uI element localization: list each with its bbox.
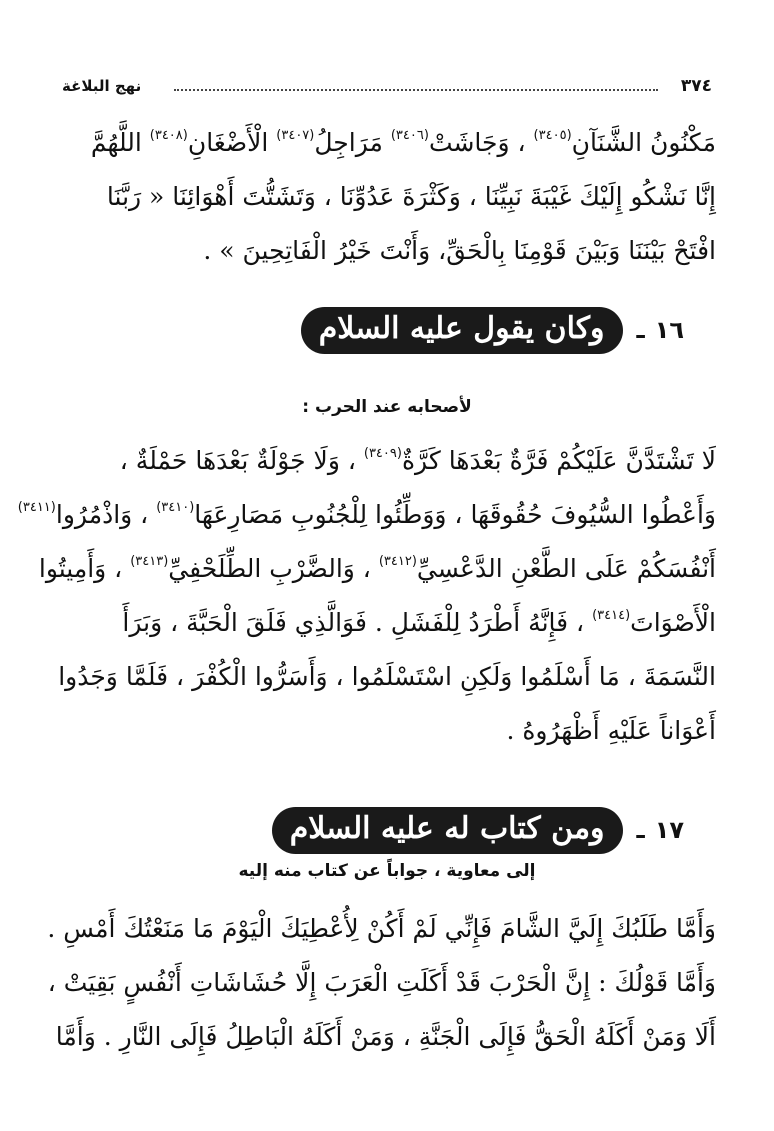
- footnote-marker[interactable]: (٣٤١١): [17, 500, 56, 515]
- text-line: [55, 1010, 716, 1064]
- text-run: ، وَجَاشَتْ: [428, 128, 534, 157]
- text-line: [58, 704, 716, 758]
- text-run: النَّسَمَةَ ، مَا أَسْلَمُوا وَلَكِنِ اسْتَسْلَمُوا ، وَأَسَرُّوا الْكُفْرَ ، فَلَمَّا وَجَدُوا: [58, 662, 716, 691]
- section-16-subtitle: لأصحابه عند الحرب :: [302, 397, 472, 417]
- footnote-marker[interactable]: (٣٤١٢): [378, 554, 417, 569]
- text-line: [58, 596, 716, 650]
- text-run: وَأَمَّا قَوْلُكَ : إِنَّ الْحَرْبَ قَدْ أَكَلَتِ الْعَرَبَ إِلَّا حُشَاشَاتِ أَنْفُسٍ بَقِيَتْ ،: [47, 968, 716, 997]
- text-run: الْأَصْوَاتَ: [630, 608, 716, 637]
- text-run: ، وَأَمِيتُوا: [38, 554, 131, 583]
- section-title: وكان يقول عليه السلام: [303, 309, 621, 352]
- text-run: مَرَاجِلُ: [314, 128, 391, 157]
- text-run: أَلَا وَمَنْ أَكَلَهُ الْحَقُّ فَإِلَى الْجَنَّةِ ، وَمَنْ أَكَلَهُ الْبَاطِلُ فَإِلَى النَّارِ . وَأَمَّا: [55, 1022, 716, 1051]
- text-run: لَا تَشْتَدَّنَّ عَلَيْكُمْ فَرَّةٌ بَعْدَهَا كَرَّةٌ: [401, 446, 716, 475]
- text-run: ، وَاذْمُرُوا: [55, 500, 157, 529]
- section-number: ١٧: [654, 816, 684, 844]
- section-dash: ـ: [636, 316, 645, 344]
- section-17-body: [47, 902, 716, 1064]
- text-run: إِنَّا نَشْكُو إِلَيْكَ غَيْبَةَ نَبِيِّنَا ، وَكَثْرَةَ عَدُوِّنَا ، وَتَشَتُّتَ أَهْوَائِنَا « رَبَّنَا: [106, 182, 716, 211]
- section-title: ومن كتاب له عليه السلام: [274, 809, 621, 852]
- text-line: [58, 650, 716, 704]
- intro-paragraph: [58, 116, 716, 278]
- book-title: نهج البلاغة: [62, 77, 142, 95]
- text-line: [58, 434, 716, 488]
- section-16-heading: [303, 304, 684, 356]
- text-run: ، وَالضَّرْبِ الطِّلَحْفِيِّ: [168, 554, 379, 583]
- section-dash: ـ: [636, 816, 645, 844]
- text-run: أَنْفُسَكُمْ عَلَى الطَّعْنِ الدَّعْسِيِّ: [416, 554, 716, 583]
- text-line: [47, 902, 716, 956]
- section-16-body: [17, 434, 716, 758]
- section-number: ١٦: [654, 316, 684, 344]
- footnote-marker[interactable]: (٣٤١٠): [156, 500, 195, 515]
- section-17-heading: [274, 804, 684, 856]
- page-number: ٣٧٤: [680, 76, 712, 96]
- text-run: ، فَإِنَّهُ أَطْرَدُ لِلْفَشَلِ . فَوَالَّذِي فَلَقَ الْحَبَّةَ ، وَبَرَأَ: [122, 608, 593, 637]
- footnote-marker[interactable]: (٣٤٠٨): [149, 128, 188, 143]
- footnote-marker[interactable]: (٣٤٠٥): [533, 128, 572, 143]
- footnote-marker[interactable]: (٣٤٠٩): [363, 446, 402, 461]
- footnote-marker[interactable]: (٣٤١٣): [130, 554, 169, 569]
- running-header: [62, 74, 712, 100]
- footnote-marker[interactable]: (٣٤٠٦): [390, 128, 429, 143]
- text-run: مَكْنُونُ الشَّنَآنِ: [571, 128, 716, 157]
- text-run: ، وَلَا جَوْلَةٌ بَعْدَهَا حَمْلَةٌ ،: [119, 446, 364, 475]
- text-line: [58, 116, 716, 170]
- footnote-marker[interactable]: (٣٤٠٧): [276, 128, 315, 143]
- header-dotted-rule: [174, 89, 658, 91]
- text-line: [38, 542, 716, 596]
- text-run: وَأَعْطُوا السُّيُوفَ حُقُوقَهَا ، وَوَطِّئُوا لِلْجُنُوبِ مَصَارِعَهَا: [194, 500, 716, 529]
- text-line: [47, 956, 716, 1010]
- text-run: افْتَحْ بَيْنَنَا وَبَيْنَ قَوْمِنَا بِالْحَقِّ، وَأَنْتَ خَيْرُ الْفَاتِحِينَ » .: [203, 236, 716, 265]
- text-run: اللَّهُمَّ: [90, 128, 150, 157]
- text-run: أَعْوَاناً عَلَيْهِ أَظْهَرُوهُ .: [506, 716, 716, 745]
- footnote-marker[interactable]: (٣٤١٤): [592, 608, 631, 623]
- section-17-subtitle: إلى معاوية ، جواباً عن كتاب منه إليه: [238, 861, 536, 881]
- text-run: الْأَضْغَانِ: [187, 128, 277, 157]
- text-line: [58, 170, 716, 224]
- text-run: وَأَمَّا طَلَبُكَ إِلَيَّ الشَّامَ فَإِنِّي لَمْ أَكُنْ لِأُعْطِيَكَ الْيَوْمَ مَا مَنَعْتُكَ أَمْسِ .: [47, 914, 716, 943]
- text-line: [58, 224, 716, 278]
- text-line: [17, 488, 716, 542]
